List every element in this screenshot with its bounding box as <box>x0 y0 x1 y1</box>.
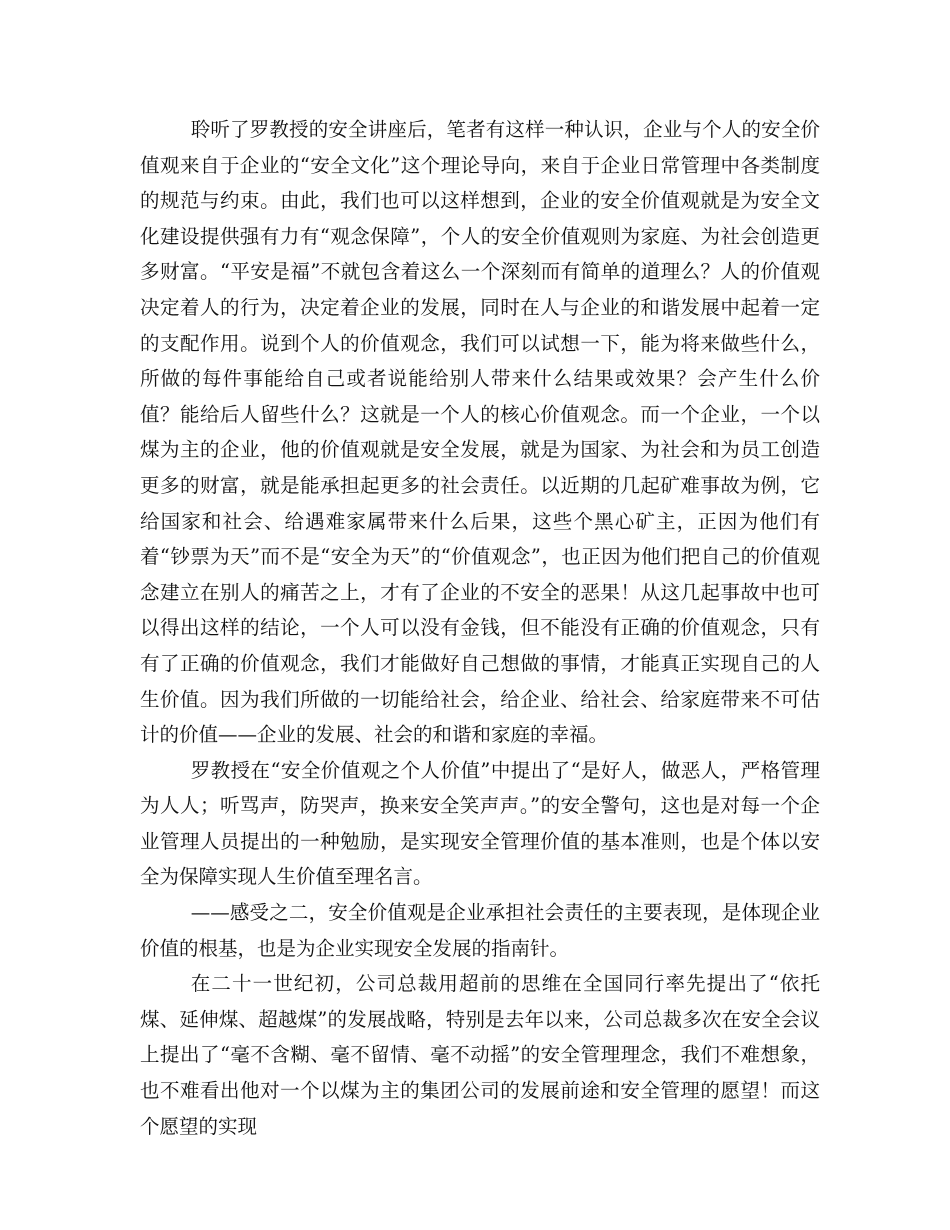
paragraph-4: 在二十一世纪初，公司总裁用超前的思维在全国同行率先提出了“依托煤、延伸煤、超越煤”的发展战略，特别是去年以来，公司总裁多次在安全会议上提出了“毫不含糊、毫不留情、毫不动摇”的安全管理理念，我们不难想象，也不难看出他对一个以煤为主的集团公司的发展前途和安全管理的愿望！而这个愿望的实现 <box>140 972 820 1138</box>
paragraph-2: 罗教授在“安全价值观之个人价值”中提出了“是好人，做恶人，严格管理为人人；听骂声，防哭声，换来安全笑声声。”的安全警句，这也是对每一个企业管理人员提出的一种勉励，是实现安全管理价值的基本准则，也是个体以安全为保障实现人生价值至理名言。 <box>140 758 820 889</box>
document-body <box>140 112 820 1144</box>
paragraph-3: ——感受之二，安全价值观是企业承担社会责任的主要表现，是体现企业价值的根基，也是为企业实现安全发展的指南针。 <box>140 901 820 960</box>
paragraph-1: 聆听了罗教授的安全讲座后，笔者有这样一种认识，企业与个人的安全价值观来自于企业的“安全文化”这个理论导向，来自于企业日常管理中各类制度的规范与约束。由此，我们也可以这样想到，企业的安全价值观就是为安全文化建设提供强有力有“观念保障”，个人的安全价值观则为家庭、为社会创造更多财富。“平安是福”不就包含着这么一个深刻而有简单的道理么？人的价值观决定着人的行为，决定着企业的发展，同时在人与企业的和谐发展中起着一定的支配作用。说到个人的价值观念，我们可以试想一下，能为将来做些什么，所做的每件事能给自己或者说能给别人带来什么结果或效果？会产生什么价值？能给后人留些什么？这就是一个人的核心价值观念。而一个企业，一个以煤为主的企业，他的价值观就是安全发展，就是为国家、为社会和为员工创造更多的财富，就是能承担起更多的社会责任。以近期的几起矿难事故为例，它给国家和社会、给遇难家属带来什么后果，这些个黑心矿主，正因为他们有着“钞票为天”而不是“安全为天”的“价值观念”，也正因为他们把自己的价值观念建立在别人的痛苦之上，才有了企业的不安全的恶果！从这几起事故中也可以得出这样的结论，一个人可以没有金钱，但不能没有正确的价值观念，只有有了正确的价值观念，我们才能做好自己想做的事情，才能真正实现自己的人生价值。因为我们所做的一切能给社会，给企业、给社会、给家庭带来不可估计的价值——企业的发展、社会的和谐和家庭的幸福。 <box>140 118 820 747</box>
